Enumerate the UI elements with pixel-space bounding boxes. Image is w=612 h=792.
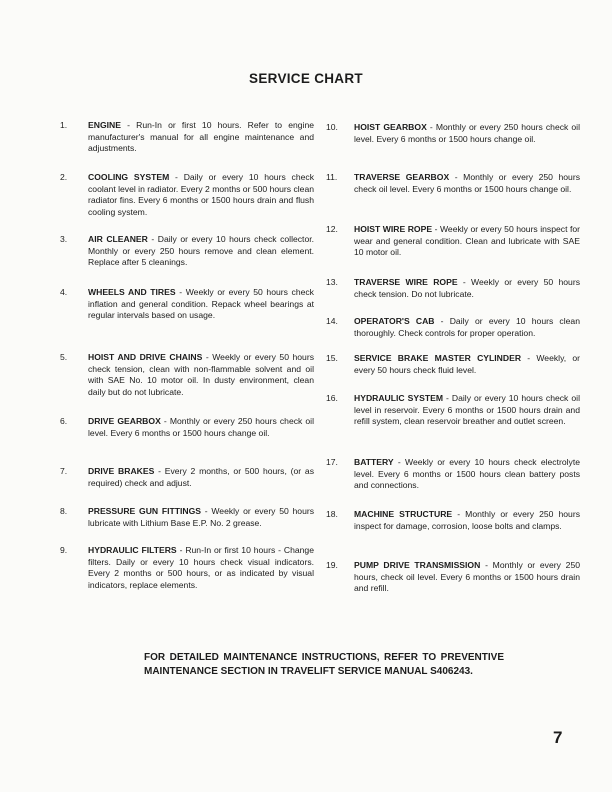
item-heading: WHEELS AND TIRES <box>88 287 176 297</box>
item-number: 12. <box>326 224 338 234</box>
item-text: - Run-In or first 10 hours. Refer to engine manufacturer's manual for all engine maintenance and adjustments. <box>88 120 314 154</box>
item-text: - Weekly or every 50 hours lubricate with Lithium Base E.P. No. 2 grease. <box>88 506 315 528</box>
item-heading: TRAVERSE WIRE ROPE <box>354 277 458 287</box>
item-number: 19. <box>326 560 338 570</box>
item-number: 8. <box>60 506 68 516</box>
item-heading: HOIST WIRE ROPE <box>354 224 433 234</box>
service-item-18 <box>326 509 580 532</box>
service-item-3 <box>60 234 314 269</box>
item-number: 16. <box>326 393 338 403</box>
item-heading: AIR CLEANER <box>88 234 148 244</box>
item-number: 17. <box>326 457 338 467</box>
item-heading: HYDRAULIC FILTERS <box>88 545 177 555</box>
item-number: 5. <box>60 352 68 362</box>
item-number: 15. <box>326 353 338 363</box>
service-item-16 <box>326 393 580 428</box>
item-text: - Every 2 months, or 500 hours, (or as required) check and adjust. <box>88 466 314 488</box>
item-heading: BATTERY <box>354 457 394 467</box>
service-item-19 <box>326 560 580 595</box>
item-text: - Monthly or every 250 hours check oil level. Every 6 months or 1500 hours change oil. <box>354 172 580 194</box>
item-text: - Daily or every 10 hours check coolant level in radiator. Every 2 months or 500 hours clean radiator fins. Every 6 months or 1500 hours drain and flush cooling system. <box>88 172 314 217</box>
item-heading: HYDRAULIC SYSTEM <box>354 393 443 403</box>
item-text: - Daily or every 10 hours check oil level in reservoir. Every 6 months or 1500 hours drain and refill system, clean reservoir breather and outlet screen. <box>354 393 580 427</box>
service-item-15 <box>326 353 580 376</box>
item-text: - Monthly or every 250 hours check oil level. Every 6 months or 1500 hours change oil. <box>354 122 581 144</box>
item-text: - Run-In or first 10 hours - Change filters. Daily or every 10 hours check visual indicators. Every 2 months or 500 hours, or as indicated by visual indicators, replace elements. <box>88 545 314 590</box>
item-text: - Monthly or every 250 hours check oil level. Every 6 months or 1500 hours change oil. <box>88 416 315 438</box>
item-text: - Monthly or every 250 hours, check oil level. Every 6 months or 1500 hours drain and refill. <box>354 560 580 594</box>
service-item-10 <box>326 122 580 145</box>
service-item-7 <box>60 466 314 489</box>
item-number: 2. <box>60 172 68 182</box>
item-heading: ENGINE <box>88 120 121 130</box>
service-item-2 <box>60 172 314 218</box>
item-number: 1. <box>60 120 68 130</box>
item-text: - Weekly or every 50 hours inspect for wear and general condition. Clean and lubricate with SAE 10 motor oil. <box>354 224 581 258</box>
item-heading: PRESSURE GUN FITTINGS <box>88 506 201 516</box>
item-number: 11. <box>326 172 338 182</box>
page-title: SERVICE CHART <box>249 71 363 86</box>
service-item-17 <box>326 457 580 492</box>
item-text: - Weekly, or every 50 hours check fluid level. <box>354 353 580 375</box>
item-number: 3. <box>60 234 68 244</box>
service-item-1 <box>60 120 314 155</box>
item-text: - Weekly or every 10 hours check electrolyte level. Every 6 months or 1500 hours clean battery posts and connections. <box>354 457 580 491</box>
item-heading: TRAVERSE GEARBOX <box>354 172 450 182</box>
item-heading: COOLING SYSTEM <box>88 172 170 182</box>
item-heading: HOIST GEARBOX <box>354 122 427 132</box>
item-number: 7. <box>60 466 68 476</box>
item-heading: HOIST AND DRIVE CHAINS <box>88 352 203 362</box>
item-heading: DRIVE GEARBOX <box>88 416 161 426</box>
service-item-13 <box>326 277 580 300</box>
item-number: 13. <box>326 277 338 287</box>
service-item-6 <box>60 416 314 439</box>
item-text: - Weekly or every 50 hours check inflation and general condition. Repack wheel bearings at regular intervals based on usage. <box>88 287 314 321</box>
item-text: - Weekly or every 50 hours check tension. Do not lubricate. <box>354 277 580 299</box>
service-item-14 <box>326 316 580 339</box>
item-heading: OPERATOR'S CAB <box>354 316 435 326</box>
service-item-5 <box>60 352 314 398</box>
item-text: - Monthly or every 250 hours inspect for damage, corrosion, loose bolts and clamps. <box>354 509 580 531</box>
maintenance-reference-note: FOR DETAILED MAINTENANCE INSTRUCTIONS, REFER TO PREVENTIVE MAINTENANCE SECTION IN TRAVELIFT SERVICE MANUAL S406243. <box>144 652 504 677</box>
item-number: 18. <box>326 509 338 519</box>
item-number: 10. <box>326 122 338 132</box>
item-number: 4. <box>60 287 68 297</box>
service-item-11 <box>326 172 580 195</box>
item-number: 6. <box>60 416 68 426</box>
item-number: 9. <box>60 545 68 555</box>
service-item-12 <box>326 224 580 259</box>
item-text: - Weekly or every 50 hours check tension, clean with non-flammable solvent and oil with SAE No. 10 motor oil. In dusty environment, clean daily but do not lubricate. <box>88 352 314 397</box>
item-heading: SERVICE BRAKE MASTER CYLINDER <box>354 353 522 363</box>
item-text: - Daily or every 10 hours check collector. Monthly or every 250 hours remove and clean element. Replace after 5 cleanings. <box>88 234 314 268</box>
item-number: 14. <box>326 316 338 326</box>
service-item-8 <box>60 506 314 529</box>
item-heading: MACHINE STRUCTURE <box>354 509 453 519</box>
item-heading: PUMP DRIVE TRANSMISSION <box>354 560 481 570</box>
item-heading: DRIVE BRAKES <box>88 466 155 476</box>
page-number: 7 <box>553 728 563 747</box>
service-item-4 <box>60 287 314 322</box>
item-text: - Daily or every 10 hours clean thoroughly. Check controls for proper operation. <box>354 316 580 338</box>
service-item-9 <box>60 545 314 591</box>
